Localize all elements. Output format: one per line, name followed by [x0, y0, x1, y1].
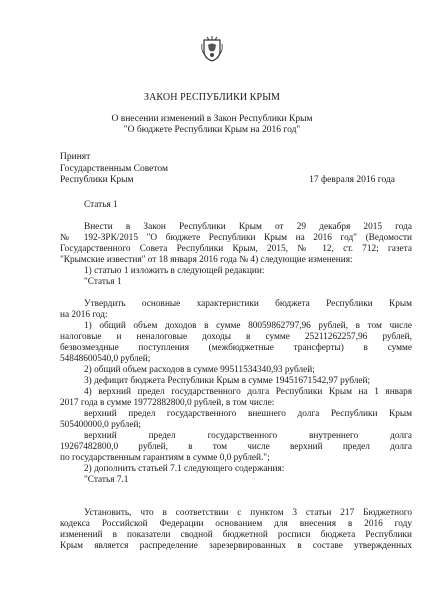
body-line: Утвердить основные характеристики бюджета Республики Крым [84, 299, 412, 309]
body-line: Внести в Закон Республики Крым от 29 декабря 2015 года [84, 222, 412, 232]
body-line: верхний предел государственного внутреннего долга [84, 431, 412, 441]
body-line: изменений в показатели сводной бюджетной росписи бюджета Республики [60, 530, 412, 540]
crimea-coat-of-arms-icon [201, 36, 223, 62]
subtitle-line: "О бюджете Республики Крым на 2016 год" [123, 125, 301, 135]
body-line: 19267482800,0 рублей, в том числе верхний предел долга [60, 442, 412, 452]
body-line: Государственного Совета Республики Крым, 2015, № 12, ст. 712; газета [60, 244, 412, 254]
body-line: № 192-ЗРК/2015 "О бюджете Республики Крым на 2016 год" (Ведомости [60, 233, 412, 243]
body-line: налоговые и неналоговые доходы в сумме 25211262257,96 рублей, [60, 332, 412, 342]
body-line: "Статья 7.1 [84, 475, 129, 485]
body-line: 505400000,0 рублей; [60, 420, 142, 430]
body-line: 2017 года в сумме 19772882800,0 рублей, в том числе: [60, 398, 275, 408]
body-line: 3) дефицит бюджета Республики Крым в сумме 19451671542,97 рублей; [84, 376, 371, 386]
adopted-line: Государственным Советом [60, 163, 168, 174]
adopted-line: Принят [60, 152, 91, 162]
body-line: 1) общий объем доходов в сумме 80059862797,96 рублей, в том числе [84, 321, 412, 331]
law-title: ЗАКОН РЕСПУБЛИКИ КРЫМ [143, 92, 281, 103]
body-line: 2) дополнить статьей 7.1 следующего содержания: [84, 464, 285, 474]
body-line: 1) статью 1 изложить в следующей редакции: [84, 266, 265, 276]
body-line: Установить, что в соответствии с пунктом 3 статьи 217 Бюджетного [84, 508, 412, 518]
body-line: по государственным гарантиям в сумме 0,0 рублей."; [60, 453, 270, 463]
adoption-block [60, 152, 168, 187]
body-line: верхний предел государственного внешнего долга Республики Крым [84, 409, 412, 419]
article-heading: Статья 1 [84, 200, 118, 210]
body-line: Крым является распределение зарезервированных в составе утвержденных [60, 541, 412, 551]
subtitle-line: О внесении изменений в Закон Республики Крым [111, 114, 313, 124]
body-line: 54848600540,0 рублей; [60, 354, 151, 364]
body-line: 4) верхний предел государственного долга Республики Крым на 1 января [84, 387, 412, 397]
law-subtitle [0, 114, 424, 136]
body-line: "Крымские известия" от 18 января 2016 года № 4) следующие изменения: [60, 255, 353, 265]
body-line: на 2016 год: [60, 310, 108, 320]
body-line: 2) общий объем расходов в сумме 99511534340,93 рублей; [84, 365, 315, 375]
adoption-date: 17 февраля 2016 года [309, 175, 395, 185]
body-line: безвозмездные поступления (межбюджетные трансферты) в сумме [60, 343, 412, 353]
adopted-line: Республики Крым [60, 175, 134, 185]
body-line: "Статья 1 [84, 277, 122, 287]
body-line: кодекса Российской Федерации основанием для внесения в 2016 году [60, 519, 412, 529]
